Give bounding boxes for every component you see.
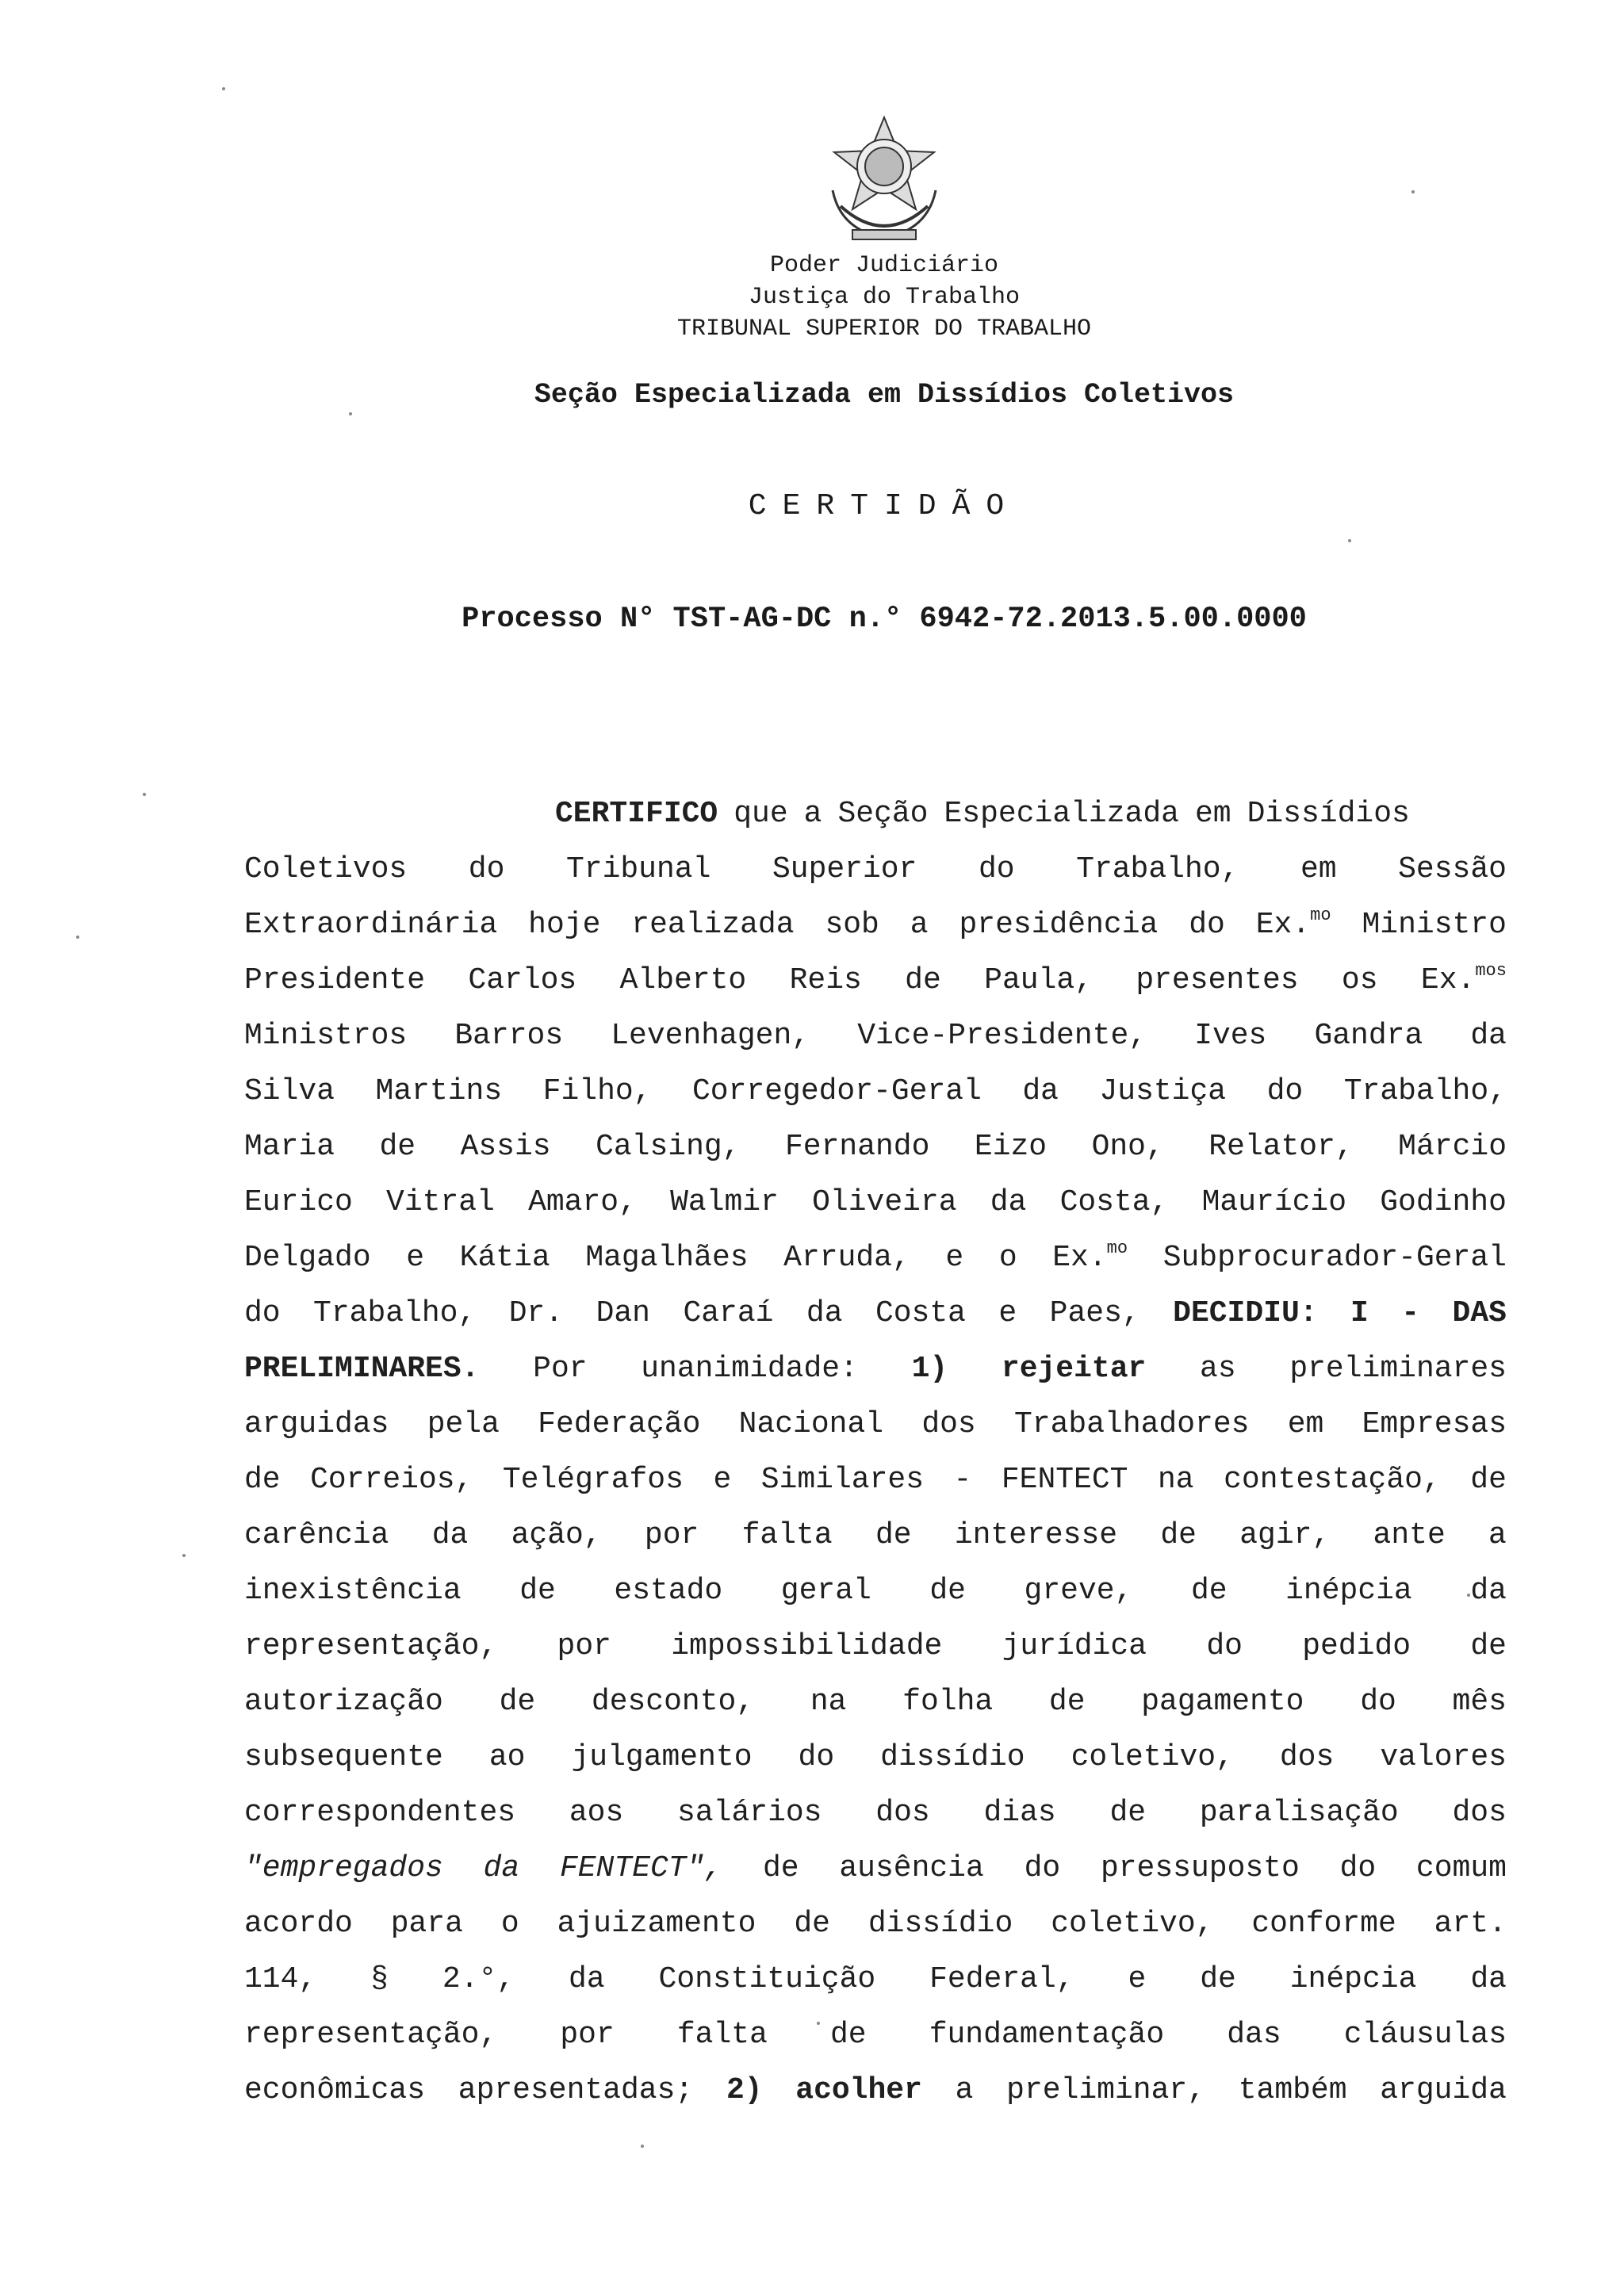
body-line: correspondentes aos salários dos dias de paralisação dos xyxy=(244,1796,1507,1830)
body-line: carência da ação, por falta de interesse de agir, ante a xyxy=(244,1518,1507,1552)
body-line: Eurico Vitral Amaro, Walmir Oliveira da Costa, Maurício Godinho xyxy=(244,1185,1507,1219)
header-line-judiciary: Poder Judiciário xyxy=(769,252,999,279)
scan-speck xyxy=(1411,190,1415,193)
body-line: Coletivos do Tribunal Superior do Trabalho, em Sessão xyxy=(244,852,1507,886)
scan-speck xyxy=(641,2145,644,2148)
body-line: "empregados da FENTECT", de ausência do pressuposto do comum xyxy=(244,1851,1507,1885)
body-line: econômicas apresentadas; 2) acolher a preliminar, também arguida xyxy=(244,2073,1507,2107)
body-line: representação, por impossibilidade jurídica do pedido de xyxy=(244,1629,1507,1663)
body-line: subsequente ao julgamento do dissídio coletivo, dos valores xyxy=(244,1740,1507,1774)
section-title: Seção Especializada em Dissídios Coletivos xyxy=(534,379,1235,411)
body-line: arguidas pela Federação Nacional dos Trabalhadores em Empresas xyxy=(244,1407,1507,1441)
scan-speck xyxy=(1467,1594,1470,1597)
scan-speck xyxy=(222,87,225,90)
scan-speck xyxy=(817,2022,820,2025)
header-line-tribunal: TRIBUNAL SUPERIOR DO TRABALHO xyxy=(676,316,1092,342)
body-line: PRELIMINARES. Por unanimidade: 1) rejeitar as preliminares xyxy=(244,1352,1507,1386)
scan-speck xyxy=(1348,539,1351,542)
brazil-coat-of-arms-icon xyxy=(809,111,959,254)
body-line: Silva Martins Filho, Corregedor-Geral da Justiça do Trabalho, xyxy=(244,1074,1507,1108)
scan-speck xyxy=(143,793,146,796)
certificate-body xyxy=(244,786,1507,2118)
body-line: representação, por falta de fundamentação das cláusulas xyxy=(244,2018,1507,2052)
body-line: acordo para o ajuizamento de dissídio coletivo, conforme art. xyxy=(244,1907,1507,1941)
body-line: autorização de desconto, na folha de pagamento do mês xyxy=(244,1685,1507,1719)
body-line: Delgado e Kátia Magalhães Arruda, e o Ex.$^{mo}$ Subprocurador-Geral xyxy=(244,1238,1507,1275)
body-line: Presidente Carlos Alberto Reis de Paula, presentes os Ex.$^{mos}$ xyxy=(244,961,1507,997)
body-line: do Trabalho, Dr. Dan Caraí da Costa e Paes, DECIDIU: I - DAS xyxy=(244,1296,1507,1330)
body-line: 114, § 2.°, da Constituição Federal, e de inépcia da xyxy=(244,1962,1507,1996)
body-line: inexistência de estado geral de greve, de inépcia da xyxy=(244,1574,1507,1608)
body-line: Ministros Barros Levenhagen, Vice-Presidente, Ives Gandra da xyxy=(244,1019,1507,1053)
scan-speck xyxy=(76,936,79,939)
body-line: CERTIFICO que a Seção Especializada em Dissídios xyxy=(555,797,1410,831)
scan-speck xyxy=(349,412,352,415)
body-line: Extraordinária hoje realizada sob a presidência do Ex.$^{mo}$ Ministro xyxy=(244,905,1507,942)
header-line-justice: Justiça do Trabalho xyxy=(748,284,1021,311)
scan-speck xyxy=(182,1554,186,1557)
process-number: Processo N° TST-AG-DC n.° 6942-72.2013.5.00.0000 xyxy=(462,603,1307,636)
document-title: CERTIDÃO xyxy=(748,489,1021,523)
body-line: Maria de Assis Calsing, Fernando Eizo Ono, Relator, Márcio xyxy=(244,1130,1507,1164)
body-line: de Correios, Telégrafos e Similares - FENTECT na contestação, de xyxy=(244,1463,1507,1497)
